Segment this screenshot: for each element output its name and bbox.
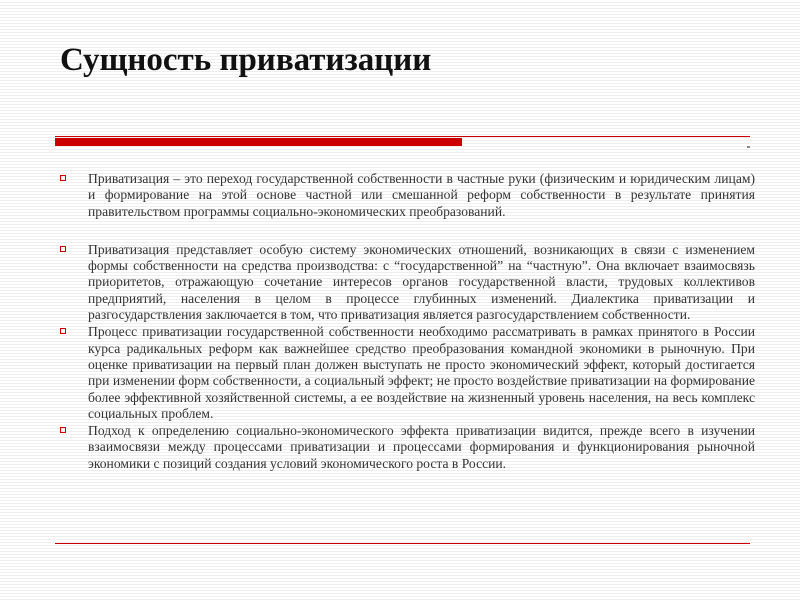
bullet-item-definition: [60, 171, 755, 220]
title-underline-thin: [55, 136, 750, 137]
bullet-text: Подход к определению социально-экономического эффекта приватизации видится, прежде всего в изучении взаимосвязи между процессами приватизации и процессами формирования и функционирования рыночной экономики с позиций создания условий экономического роста в России.: [88, 423, 755, 471]
bullet-item-economic-relations: [60, 242, 755, 323]
square-outline-bullet-icon: [60, 246, 66, 252]
slide-title: Сущность приватизации: [60, 42, 432, 78]
bullet-text: Приватизация – это переход государственной собственности в частные руки (физическим и юридическим лицам) и формирование на этой основе частной или смешанной реформ собственности в результате принятия правительством программы социально-экономических преобразований.: [88, 171, 755, 219]
bullet-list: [60, 171, 755, 472]
square-outline-bullet-icon: [60, 328, 66, 334]
bullet-item-approach: [60, 423, 755, 472]
bullet-text: Приватизация представляет особую систему экономических отношений, возникающих в связи с изменением формы собственности на средства производства: с “государственной” на “частную”. Она включает взаимосвязь приоритетов, отражающую сочетание интересов органов государственной власти, трудовых коллективов предприятий, населения в целом в процессе глубинных изменений. Диалектика приватизации и разгосударствления заключается в том, что приватизация является разгосударствлением собственности.: [88, 241, 755, 323]
title-underline-bar: [55, 138, 462, 146]
bullet-text: Процесс приватизации государственной собственности необходимо рассматривать в рамках принятого в России курса радикальных реформ как важнейшее средство преобразования командной экономики в рыночную. При оценке приватизации на первый план должен выступать не просто экономический эффект, который достигается при изменении форм собственности, а социальный эффект; не просто воздействие приватизации на формирование более эффективной хозяйственной системы, а ее воздействие на жизненный уровень населения, на весь комплекс социальных проблем.: [88, 324, 755, 421]
square-outline-bullet-icon: [60, 427, 66, 433]
bottom-divider: [55, 543, 750, 544]
bullet-item-reform-process: [60, 324, 755, 422]
square-outline-bullet-icon: [60, 175, 66, 181]
decorative-dot: [747, 146, 750, 148]
